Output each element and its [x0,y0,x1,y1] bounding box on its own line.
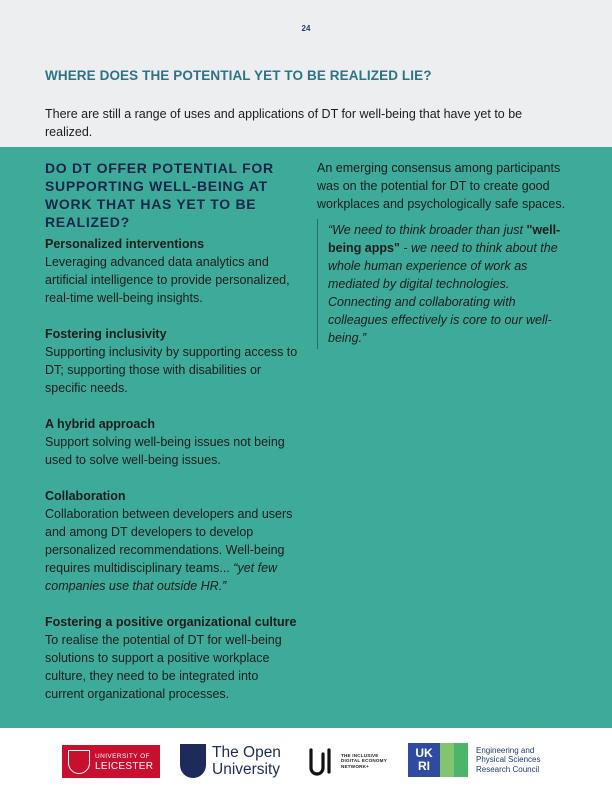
epsrc-line3: Research Council [476,764,540,774]
item-body-text: Collaboration between developers and users and among DT developers to develop personalized recommendations. Well-being requires multidisciplinary teams... [45,507,293,575]
item-title: Fostering inclusivity [45,327,167,341]
ukri-mark-icon [408,743,440,777]
inline-quote: “yet few companies use that outside HR.” [45,561,278,593]
item-title: A hybrid approach [45,417,155,431]
item-body: To realise the potential of DT for well-being solutions to support a positive workplace culture, they need to be integrated into current organizational processes. [45,633,282,701]
item-title: Fostering a positive organizational culture [45,615,297,629]
consensus-paragraph: An emerging consensus among participants was on the potential for DT to create good workplaces and psychologically safe spaces. [317,161,566,211]
item-body [45,505,300,595]
item-body: Supporting inclusivity by supporting access to DT; supporting those with disabilities or specific needs. [45,345,298,395]
open-university-shield-icon [180,744,206,778]
ide-line3: NETWORK+ [341,763,370,769]
leicester-logo [62,745,160,778]
ukri-green-bar-icon [440,743,454,777]
leicester-crest-icon [68,750,90,774]
pull-quote [317,219,569,349]
page-number: 24 [301,24,311,33]
epsrc-line2: Physical Sciences [476,755,541,765]
intro-paragraph: There are still a range of uses and applications of DT for well-being that have yet to be realized. [45,107,523,139]
item-body: Leveraging advanced data analytics and artificial intelligence to provide personalized, real-time well-being insights. [45,255,290,305]
open-university-line1: The Open [212,744,281,761]
ukri-mark-line2: RI [418,759,430,773]
ide-line2: DIGITAL ECONOMY [341,758,387,764]
leicester-line1: UNIVERSITY OF [95,752,150,760]
item-title: Collaboration [45,489,126,503]
list-item [45,325,300,397]
ide-network-wordmark [341,753,387,770]
leicester-wordmark [95,752,153,772]
list-item [45,235,300,307]
list-item [45,613,300,703]
ide-network-logo [307,746,387,776]
epsrc-wordmark [476,746,540,775]
open-university-line2: University [212,761,281,778]
question-heading: DO DT OFFER POTENTIAL FOR SUPPORTING WELL-BEING AT WORK THAT HAS YET TO BE REALIZED? [45,160,274,230]
ukri-mark-line1: UK [415,746,433,760]
ukri-epsrc-logo [408,743,540,777]
quote-part-1: “We need to think broader than just [328,223,527,237]
item-title: Personalized interventions [45,237,205,251]
list-item [45,415,300,469]
ukri-green-bar-icon [454,743,468,777]
open-university-logo [180,744,281,778]
section-heading-potential: WHERE DOES THE POTENTIAL YET TO BE REALIZED LIE? [45,68,432,83]
item-body: Support solving well-being issues not being used to solve well-being issues. [45,435,285,467]
epsrc-line1: Engineering and [476,745,535,755]
open-university-wordmark [212,744,281,778]
ide-line1: THE INCLUSIVE [341,752,379,758]
leicester-line2: LEICESTER [95,760,154,772]
quote-bold: "well-being apps" [328,223,561,255]
list-item [45,487,300,595]
left-column [45,159,300,721]
right-column [317,159,569,349]
quote-part-2: - we need to think about the whole human experience of work as mediated by digital technologies. Connecting and collaborating with colleagues effectively is core to our well-being.” [328,241,558,345]
ide-network-mark-icon [307,746,337,776]
